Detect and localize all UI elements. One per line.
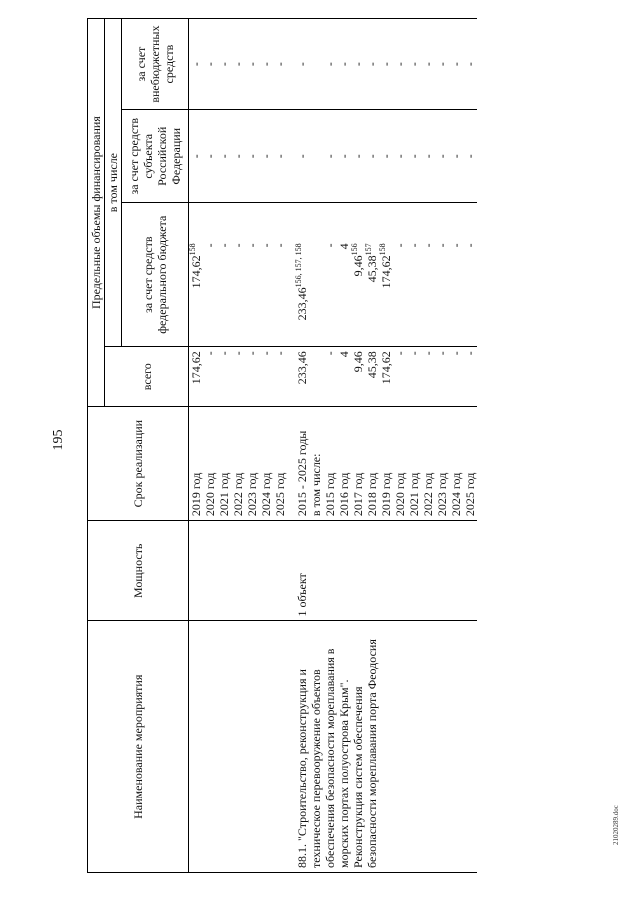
federal-value: - bbox=[231, 243, 245, 248]
federal-footnote-ref: 158 bbox=[188, 243, 197, 256]
document-sheet bbox=[87, 18, 597, 873]
subject-cell: - bbox=[449, 110, 463, 203]
total-cell: - bbox=[421, 347, 435, 407]
federal-cell bbox=[231, 203, 245, 347]
federal-cell bbox=[393, 203, 407, 347]
extra-cell: - bbox=[407, 19, 421, 110]
total-cell: 174,62 bbox=[189, 347, 204, 407]
federal-value: - bbox=[245, 243, 259, 248]
term-cell: 2019 год bbox=[189, 407, 204, 521]
header-term: Срок реализации bbox=[88, 407, 189, 521]
header-including: в том числе bbox=[105, 19, 122, 347]
federal-cell bbox=[295, 203, 309, 347]
subject-cell: - bbox=[189, 110, 204, 203]
name-cell bbox=[217, 621, 231, 873]
subject-cell: - bbox=[365, 110, 379, 203]
capacity-cell bbox=[217, 521, 231, 621]
name-cell bbox=[259, 621, 273, 873]
subject-cell: - bbox=[463, 110, 477, 203]
federal-cell bbox=[203, 203, 217, 347]
federal-cell bbox=[463, 203, 477, 347]
table-body bbox=[189, 19, 478, 873]
table-row bbox=[273, 19, 287, 873]
total-cell: - bbox=[245, 347, 259, 407]
item-capacity: 1 объект bbox=[295, 521, 477, 621]
federal-cell bbox=[273, 203, 287, 347]
federal-cell bbox=[379, 203, 393, 347]
term-cell: 2023 год bbox=[245, 407, 259, 521]
federal-footnote-ref: 158 bbox=[378, 243, 387, 256]
term-cell: 2024 год bbox=[259, 407, 273, 521]
subject-cell: - bbox=[217, 110, 231, 203]
header-capacity: Мощность bbox=[88, 521, 189, 621]
term-cell: 2025 год bbox=[273, 407, 287, 521]
header-extra: за счет внебюджетных средств bbox=[122, 19, 189, 110]
extra-cell: - bbox=[273, 19, 287, 110]
federal-value: - bbox=[323, 243, 337, 248]
table-row bbox=[189, 19, 204, 873]
federal-cell bbox=[351, 203, 365, 347]
total-cell: 4 bbox=[337, 347, 351, 407]
capacity-cell bbox=[273, 521, 287, 621]
federal-cell bbox=[337, 203, 351, 347]
page-number: 195 bbox=[51, 429, 66, 451]
term-cell: 2020 год bbox=[203, 407, 217, 521]
total-cell: - bbox=[435, 347, 449, 407]
total-cell: 9,46 bbox=[351, 347, 365, 407]
federal-value: - bbox=[449, 243, 463, 248]
subject-cell: - bbox=[337, 110, 351, 203]
term-cell: 2017 год bbox=[351, 407, 365, 521]
including-label: в том числе: bbox=[309, 407, 323, 521]
table-row bbox=[217, 19, 231, 873]
total-cell: - bbox=[273, 347, 287, 407]
total-cell: 45,38 bbox=[365, 347, 379, 407]
term-cell: 2024 год bbox=[449, 407, 463, 521]
extra-cell: - bbox=[217, 19, 231, 110]
subject-cell: - bbox=[407, 110, 421, 203]
extra-cell: - bbox=[189, 19, 204, 110]
federal-cell bbox=[189, 203, 204, 347]
extra-cell: - bbox=[365, 19, 379, 110]
subject-cell: - bbox=[379, 110, 393, 203]
federal-value: - bbox=[259, 243, 273, 248]
total-cell: - bbox=[259, 347, 273, 407]
extra-cell: - bbox=[231, 19, 245, 110]
extra-cell: - bbox=[379, 19, 393, 110]
extra-cell: - bbox=[295, 19, 309, 110]
extra-cell: - bbox=[259, 19, 273, 110]
header-subject: за счет средств субъекта Российской Федерации bbox=[122, 110, 189, 203]
federal-cell bbox=[449, 203, 463, 347]
federal-value: - bbox=[393, 243, 407, 248]
subject-cell: - bbox=[295, 110, 309, 203]
federal-cell bbox=[217, 203, 231, 347]
name-cell bbox=[273, 621, 287, 873]
total-cell: - bbox=[463, 347, 477, 407]
subject-cell: - bbox=[435, 110, 449, 203]
term-cell: 2016 год bbox=[337, 407, 351, 521]
term-cell: 2022 год bbox=[421, 407, 435, 521]
federal-value: 174,62 bbox=[379, 255, 393, 289]
term-cell: 2021 год bbox=[407, 407, 421, 521]
extra-cell: - bbox=[449, 19, 463, 110]
subject-cell: - bbox=[203, 110, 217, 203]
federal-value: - bbox=[273, 243, 287, 248]
term-cell: 2020 год bbox=[393, 407, 407, 521]
item-name: "Строительство, реконструкция и техническое перевооружение объектов обеспечения безопасности мореплавания в морских портах полуострова Крым". Реконструкция систем обеспечения безопасности мореплавания порта Феодосия bbox=[295, 639, 379, 868]
extra-cell: - bbox=[463, 19, 477, 110]
name-cell bbox=[203, 621, 217, 873]
footer-doc-code: 21020289.doc bbox=[612, 805, 620, 845]
header-funding: Предельные объемы финансирования bbox=[88, 19, 105, 407]
term-cell: 2018 год bbox=[365, 407, 379, 521]
extra-cell: - bbox=[203, 19, 217, 110]
federal-footnote-ref: 157 bbox=[364, 243, 373, 256]
spacer-row bbox=[287, 19, 295, 873]
total-cell: - bbox=[217, 347, 231, 407]
total-cell: - bbox=[407, 347, 421, 407]
subject-cell: - bbox=[231, 110, 245, 203]
name-cell bbox=[231, 621, 245, 873]
table-row bbox=[203, 19, 217, 873]
term-cell: 2015 год bbox=[323, 407, 337, 521]
term-cell: 2023 год bbox=[435, 407, 449, 521]
extra-cell: - bbox=[337, 19, 351, 110]
capacity-cell bbox=[203, 521, 217, 621]
term-cell: 2019 год bbox=[379, 407, 393, 521]
total-cell: 233,46 bbox=[295, 347, 309, 407]
table-row bbox=[295, 19, 309, 873]
total-cell: - bbox=[203, 347, 217, 407]
term-cell: 2021 год bbox=[217, 407, 231, 521]
total-cell: 174,62 bbox=[379, 347, 393, 407]
total-cell: - bbox=[449, 347, 463, 407]
term-cell: 2022 год bbox=[231, 407, 245, 521]
subject-cell: - bbox=[393, 110, 407, 203]
subject-cell: - bbox=[273, 110, 287, 203]
federal-cell bbox=[365, 203, 379, 347]
federal-value: 9,46 bbox=[351, 255, 365, 277]
federal-value: - bbox=[407, 243, 421, 248]
extra-cell: - bbox=[351, 19, 365, 110]
extra-cell: - bbox=[421, 19, 435, 110]
federal-value: - bbox=[203, 243, 217, 248]
extra-cell: - bbox=[393, 19, 407, 110]
federal-value: 4 bbox=[337, 243, 351, 250]
federal-value: - bbox=[435, 243, 449, 248]
name-cell bbox=[245, 621, 259, 873]
federal-value: 45,38 bbox=[365, 255, 379, 283]
federal-footnote-ref: 156 bbox=[350, 243, 359, 256]
capacity-cell bbox=[245, 521, 259, 621]
federal-value: 233,46 bbox=[295, 287, 309, 321]
table-row bbox=[231, 19, 245, 873]
table-row bbox=[245, 19, 259, 873]
federal-value: - bbox=[463, 243, 477, 248]
header-name: Наименование мероприятия bbox=[88, 621, 189, 873]
capacity-cell bbox=[259, 521, 273, 621]
federal-value: 174,62 bbox=[189, 255, 203, 289]
header-federal: за счет средств федерального бюджета bbox=[122, 203, 189, 347]
federal-cell bbox=[245, 203, 259, 347]
subject-cell: - bbox=[259, 110, 273, 203]
subject-cell: - bbox=[245, 110, 259, 203]
extra-cell: - bbox=[435, 19, 449, 110]
item-number: 88.1. bbox=[295, 844, 309, 868]
total-cell: - bbox=[393, 347, 407, 407]
term-cell: 2015 - 2025 годы bbox=[295, 407, 309, 521]
total-cell: - bbox=[323, 347, 337, 407]
capacity-cell bbox=[189, 521, 204, 621]
extra-cell: - bbox=[323, 19, 337, 110]
federal-value: - bbox=[217, 243, 231, 248]
federal-cell bbox=[259, 203, 273, 347]
federal-value: - bbox=[421, 243, 435, 248]
header-total: всего bbox=[105, 347, 189, 407]
funding-table bbox=[87, 18, 477, 873]
federal-cell bbox=[435, 203, 449, 347]
federal-cell bbox=[407, 203, 421, 347]
term-cell: 2025 год bbox=[463, 407, 477, 521]
total-cell: - bbox=[231, 347, 245, 407]
name-cell bbox=[189, 621, 204, 873]
extra-cell: - bbox=[245, 19, 259, 110]
federal-footnote-ref: 156, 157, 158 bbox=[294, 243, 303, 288]
table-row bbox=[259, 19, 273, 873]
federal-cell bbox=[323, 203, 337, 347]
subject-cell: - bbox=[323, 110, 337, 203]
subject-cell: - bbox=[351, 110, 365, 203]
subject-cell: - bbox=[421, 110, 435, 203]
federal-cell bbox=[421, 203, 435, 347]
capacity-cell bbox=[231, 521, 245, 621]
table-header bbox=[88, 19, 189, 873]
item-name-cell bbox=[295, 621, 477, 873]
